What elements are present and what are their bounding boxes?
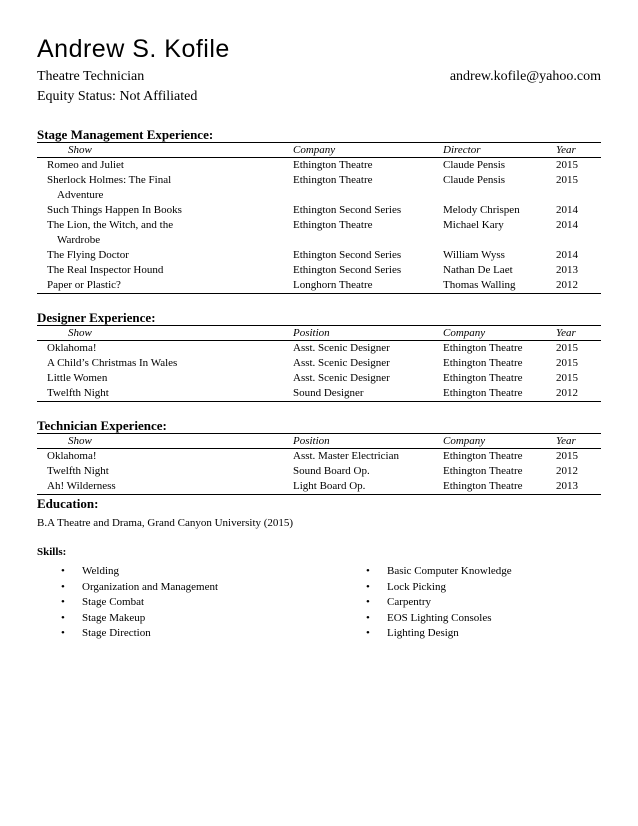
cell-year-text: 2015 [556, 174, 578, 186]
cell-position-text: Asst. Scenic Designer [293, 372, 390, 384]
cell-show-text: Such Things Happen In Books [47, 204, 182, 216]
bullet-icon: • [61, 565, 65, 577]
col-header-position: Position [293, 326, 443, 341]
cell-year-text: 2014 [556, 249, 578, 261]
cell-year [556, 158, 601, 174]
list-item [37, 580, 342, 596]
technician-section [37, 418, 601, 495]
cell-show-text: Oklahoma! [47, 342, 97, 354]
equity-status: Equity Status: Not Affiliated [37, 89, 198, 104]
table-row [37, 479, 601, 495]
cell-show-text: A Child’s Christmas In Wales [47, 357, 178, 369]
col-header-company: Company [293, 143, 443, 158]
cell-show-text: The Real Inspector Hound [47, 264, 164, 276]
cell-position-text: Sound Designer [293, 387, 364, 399]
cell-year [556, 278, 601, 294]
cell-show-text: Sherlock Holmes: The Final [47, 174, 172, 186]
email-address: andrew.kofile@yahoo.com [449, 69, 601, 84]
cell-company-text: Ethington Theatre [293, 174, 373, 186]
skill-text: Lock Picking [387, 580, 446, 593]
designer-section [37, 310, 601, 402]
cell-director-text: Nathan De Laet [443, 264, 513, 276]
cell-position-text: Light Board Op. [293, 480, 366, 492]
cell-position [293, 386, 443, 402]
cell-year [556, 203, 601, 218]
list-item [342, 626, 512, 642]
cell-company [443, 356, 556, 371]
cell-company [443, 479, 556, 495]
table-row [37, 386, 601, 402]
technician-table [37, 434, 601, 495]
skill-text: Organization and Management [82, 580, 219, 593]
cell-year-text: 2015 [556, 450, 578, 462]
job-title: Theatre Technician [37, 69, 145, 84]
cell-position [293, 371, 443, 386]
cell-company-text: Ethington Theatre [293, 159, 373, 171]
designer-table [37, 326, 601, 402]
col-header-year: Year [556, 434, 601, 449]
cell-director [443, 158, 556, 174]
skill-text: Stage Combat [82, 596, 145, 608]
stage-management-heading: Stage Management Experience: [37, 127, 601, 143]
bullet-icon: • [366, 565, 370, 577]
cell-position [293, 356, 443, 371]
cell-director-text: William Wyss [443, 249, 505, 261]
designer-heading: Designer Experience: [37, 310, 601, 326]
table-row [37, 248, 601, 263]
cell-company [293, 263, 443, 278]
cell-director [443, 203, 556, 218]
table-row [37, 356, 601, 371]
cell-show [37, 449, 293, 465]
table-row [37, 341, 601, 357]
bullet-icon: • [61, 627, 65, 639]
list-item [342, 611, 512, 627]
cell-year [556, 218, 601, 248]
cell-company-text: Ethington Theatre [443, 465, 523, 477]
cell-director-text: Michael Kary [443, 219, 504, 231]
cell-year [556, 356, 601, 371]
list-item [342, 580, 512, 596]
skills-list [37, 564, 601, 642]
cell-position [293, 341, 443, 357]
cell-company [293, 218, 443, 248]
cell-show [37, 158, 293, 174]
cell-show [37, 371, 293, 386]
cell-director [443, 263, 556, 278]
contact-row [37, 67, 601, 87]
cell-year [556, 386, 601, 402]
cell-show-text-continued: Wardrobe [57, 234, 101, 246]
table-row [37, 449, 601, 465]
cell-position-text: Asst. Scenic Designer [293, 357, 390, 369]
cell-show [37, 218, 293, 248]
cell-year-text: 2015 [556, 159, 578, 171]
cell-company [293, 203, 443, 218]
cell-director-text: Claude Pensis [443, 174, 506, 186]
cell-director [443, 218, 556, 248]
cell-director-text: Melody Chrispen [443, 204, 520, 216]
col-header-director: Director [443, 143, 556, 158]
col-header-show: Show [37, 434, 293, 449]
cell-company-text: Ethington Theatre [443, 480, 523, 492]
skill-text: Lighting Design [387, 627, 459, 639]
technician-heading: Technician Experience: [37, 418, 601, 434]
cell-show [37, 263, 293, 278]
cell-company [293, 278, 443, 294]
bullet-icon: • [61, 596, 65, 608]
cell-year [556, 263, 601, 278]
cell-company-text: Ethington Second Series [293, 204, 402, 216]
cell-position [293, 464, 443, 479]
cell-year [556, 173, 601, 203]
bullet-icon: • [366, 611, 370, 624]
cell-company-text: Ethington Theatre [293, 219, 373, 231]
cell-show-text: Little Women [47, 372, 108, 384]
cell-show [37, 356, 293, 371]
cell-director [443, 173, 556, 203]
table-row [37, 203, 601, 218]
cell-year-text: 2015 [556, 342, 578, 354]
table-row [37, 263, 601, 278]
skills-heading: Skills: [37, 546, 67, 558]
cell-company-text: Ethington Theatre [443, 372, 523, 384]
cell-position-text: Asst. Master Electrician [293, 450, 399, 462]
table-row [37, 371, 601, 386]
cell-company [443, 341, 556, 357]
cell-director [443, 248, 556, 263]
applicant-name: Andrew S. Kofile [37, 35, 230, 63]
cell-company [443, 386, 556, 402]
cell-company-text: Longhorn Theatre [293, 279, 373, 291]
cell-year-text: 2012 [556, 465, 578, 477]
col-header-company: Company [443, 434, 556, 449]
cell-year-text: 2014 [556, 219, 578, 231]
cell-director-text: Thomas Walling [443, 279, 516, 291]
stage-management-section [37, 127, 601, 294]
list-item [37, 626, 342, 642]
list-item [37, 611, 342, 627]
cell-year [556, 341, 601, 357]
skill-text: Carpentry [387, 596, 431, 608]
cell-show-text: Ah! Wilderness [47, 480, 116, 492]
resume-page [37, 34, 601, 642]
col-header-company: Company [443, 326, 556, 341]
cell-show-text: Paper or Plastic? [47, 279, 121, 291]
cell-show-text-continued: Adventure [57, 189, 104, 201]
cell-company-text: Ethington Theatre [443, 387, 523, 399]
cell-year-text: 2013 [556, 480, 578, 492]
skills-column-1 [37, 564, 342, 642]
cell-company-text: Ethington Theatre [443, 342, 523, 354]
col-header-show: Show [37, 143, 293, 158]
skill-text: Stage Makeup [82, 611, 146, 624]
cell-year-text: 2014 [556, 204, 578, 216]
cell-show [37, 173, 293, 203]
cell-position [293, 479, 443, 495]
cell-year-text: 2015 [556, 372, 578, 384]
cell-director [443, 278, 556, 294]
cell-show-text: The Lion, the Witch, and the [47, 219, 174, 231]
table-row [37, 278, 601, 294]
skill-text: Basic Computer Knowledge [387, 565, 512, 577]
cell-company [293, 248, 443, 263]
bullet-icon: • [366, 580, 370, 593]
cell-company [443, 464, 556, 479]
skill-text: EOS Lighting Consoles [387, 611, 492, 624]
cell-year [556, 464, 601, 479]
cell-show-text: The Flying Doctor [47, 249, 129, 261]
cell-show [37, 203, 293, 218]
skill-text: Stage Direction [82, 627, 151, 639]
bullet-icon: • [61, 611, 65, 624]
cell-show [37, 248, 293, 263]
table-row [37, 173, 601, 203]
cell-show [37, 479, 293, 495]
cell-year [556, 248, 601, 263]
cell-company-text: Ethington Theatre [443, 357, 523, 369]
cell-year-text: 2015 [556, 357, 578, 369]
cell-company [443, 449, 556, 465]
cell-year [556, 371, 601, 386]
cell-show [37, 464, 293, 479]
cell-show [37, 386, 293, 402]
skills-column-2 [342, 564, 512, 642]
education-degree: B.A Theatre and Drama, Grand Canyon University (2015) [37, 517, 294, 529]
cell-company [293, 158, 443, 174]
col-header-position: Position [293, 434, 443, 449]
cell-company-text: Ethington Second Series [293, 264, 402, 276]
cell-position-text: Sound Board Op. [293, 465, 370, 477]
cell-company-text: Ethington Theatre [443, 450, 523, 462]
cell-year-text: 2012 [556, 387, 578, 399]
col-header-year: Year [556, 143, 601, 158]
cell-year [556, 449, 601, 465]
cell-year-text: 2013 [556, 264, 578, 276]
bullet-icon: • [61, 580, 65, 593]
cell-show-text: Oklahoma! [47, 450, 97, 462]
cell-show [37, 341, 293, 357]
cell-show [37, 278, 293, 294]
cell-show-text: Romeo and Juliet [47, 159, 124, 171]
col-header-show: Show [37, 326, 293, 341]
cell-position [293, 449, 443, 465]
list-item [342, 564, 512, 580]
cell-position-text: Asst. Scenic Designer [293, 342, 390, 354]
cell-show-text: Twelfth Night [47, 387, 109, 399]
cell-show-text: Twelfth Night [47, 465, 109, 477]
education-heading: Education: [37, 496, 99, 511]
stage-management-table [37, 143, 601, 294]
table-row [37, 464, 601, 479]
cell-year-text: 2012 [556, 279, 578, 291]
col-header-year: Year [556, 326, 601, 341]
list-item [37, 595, 342, 611]
cell-year [556, 479, 601, 495]
cell-director-text: Claude Pensis [443, 159, 506, 171]
cell-company-text: Ethington Second Series [293, 249, 402, 261]
cell-company [293, 173, 443, 203]
table-row [37, 218, 601, 248]
list-item [37, 564, 342, 580]
bullet-icon: • [366, 627, 370, 639]
bullet-icon: • [366, 596, 370, 608]
cell-company [443, 371, 556, 386]
table-row [37, 158, 601, 174]
skill-text: Welding [82, 565, 119, 577]
list-item [342, 595, 512, 611]
